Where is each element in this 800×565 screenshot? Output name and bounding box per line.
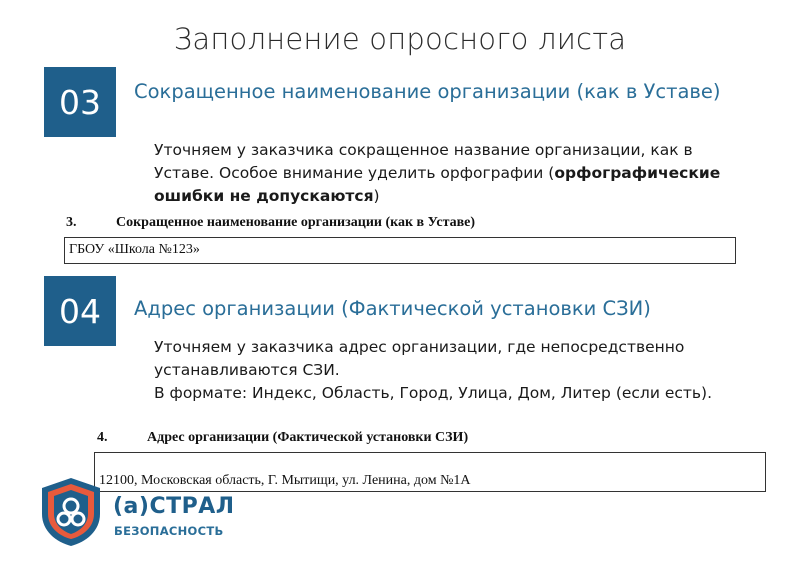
description-text-end: ) [373, 187, 380, 205]
brand-name: (а)СТРАЛ [113, 494, 235, 519]
description-line: Уточняем у заказчика адрес организации, где непосредственно устанавливаются СЗИ. [154, 338, 685, 379]
brand-subtitle: БЕЗОПАСНОСТЬ [114, 524, 224, 538]
form-field-value: ГБОУ «Школа №123» [69, 242, 200, 257]
page-title: Заполнение опросного листа [173, 22, 627, 56]
section-number-box: 04 [44, 276, 116, 346]
description-line: В формате: Индекс, Область, Город, Улица, Дом, Литер (если есть). [154, 384, 713, 402]
form-field-label [97, 430, 468, 446]
section-heading: Сокращенное наименование организации (как в Уставе) [134, 80, 721, 103]
form-field-number: 4. [97, 430, 108, 445]
description-text: Уточняем у заказчика сокращенное название организации, как в Уставе. Особое внимание уделить орфографии ( [154, 141, 693, 182]
form-field-label-text: Сокращенное наименование организации (как в Уставе) [116, 215, 476, 230]
form-field-label [66, 215, 475, 231]
form-field-label-text: Адрес организации (Фактической установки СЗИ) [147, 430, 469, 445]
form-field-value: 12100, Московская область, Г. Мытищи, ул. Ленина, дом №1А [99, 473, 471, 488]
form-field-value-box [94, 452, 766, 492]
form-field-number: 3. [66, 215, 77, 230]
section-number-box: 03 [44, 67, 116, 137]
section-description [154, 139, 754, 208]
section-description [154, 336, 714, 405]
astral-shield-logo-icon [38, 476, 104, 548]
description-bold-text: орфографические ошибки не допускаются [154, 164, 721, 205]
form-field-value-box [64, 237, 736, 264]
section-heading: Адрес организации (Фактической установки СЗИ) [134, 297, 651, 320]
